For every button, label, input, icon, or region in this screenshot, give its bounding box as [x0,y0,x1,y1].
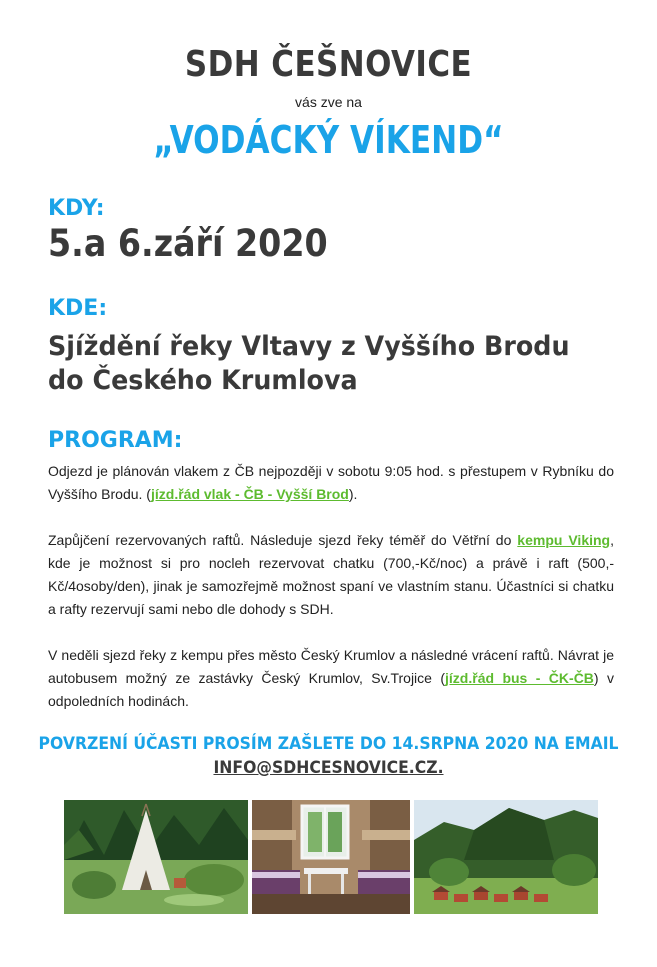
event-date: 5.a 6.září 2020 [48,222,328,265]
program-text [48,460,614,736]
program-paragraph-departure [48,460,614,506]
rafts-text-end: , kde je možnost si pro nocleh rezervovat chatku (700,-Kč/noc) a právě i raft (500,-Kč/4osoby/den), jinak je samozřejmě možnost spaní ve vlastním stanu. Účastníci si chatku a rafty rezervují sami nebo dle dohody s SDH. [48,532,614,617]
return-text-end: ) v odpoledních hodinách. [48,670,614,709]
when-label: KDY: [48,196,105,221]
event-place: Sjíždění řeky Vltavy z Vyššího Brodu do Českého Krumlova [48,331,570,396]
train-timetable-link[interactable]: jízd.řád vlak - ČB - Vyšší Brod [150,486,349,502]
program-paragraph-return [48,644,614,713]
camp-viking-link[interactable]: kempu Viking [517,532,611,548]
departure-text: Odjezd je plánován vlakem z ČB nejpozději v sobotu 9:05 hod. s přestupem v Rybníku do Vyššího Brodu. ( [48,463,614,502]
confirmation-text: POVRZENÍ ÚČASTI PROSÍM ZAŠLETE DO 14.SRPNA 2020 NA EMAIL [38,734,619,754]
departure-text-end: ). [348,486,358,502]
photo-campsite [414,800,598,914]
where-label: KDE: [48,296,108,321]
bus-timetable-link[interactable]: jízd.řád bus - ČK-ČB [445,670,594,686]
program-label: PROGRAM: [48,428,183,453]
invitation-text: vás zve na [295,94,362,110]
rafts-text: Zapůjčení rezervovaných raftů. Následuje sjezd řeky téměř do Větřní do [48,532,518,548]
event-title: „VODÁCKÝ VÍKEND“ [153,118,504,162]
photo-teepee [64,800,248,914]
confirmation-notice [26,732,630,780]
photo-cabin-interior [252,800,410,914]
contact-email[interactable]: INFO@SDHCESNOVICE.CZ. [213,758,444,778]
program-paragraph-rafts [48,529,614,621]
organization-title: SDH ČEŠNOVICE [184,44,473,85]
return-text: V neděli sjezd řeky z kempu přes město Český Krumlov a následné vrácení raftů. Návrat je autobusem možný ze zastávky Český Krumlov, Sv.Trojice ( [48,647,614,686]
